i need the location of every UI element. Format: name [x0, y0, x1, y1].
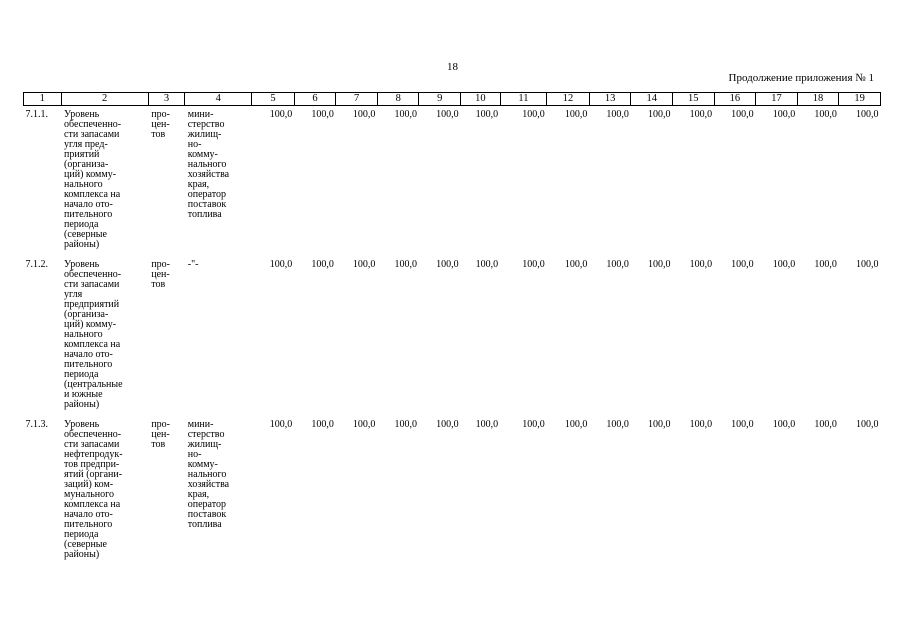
executor: мини- стерство жилищ- но- комму- нального хозяйства края, оператор поставок топлива — [187, 419, 230, 530]
value-cell: 100,0 — [311, 419, 334, 430]
column-header: 11 — [500, 93, 547, 106]
value-cell: 100,0 — [731, 109, 754, 120]
column-header: 2 — [61, 93, 148, 106]
indicator-name: Уровень обеспеченно- сти запасами угля пред- приятий (организа- ций) комму- нального комплекса на начало ото- пительного периода (северные районы) — [64, 109, 122, 250]
value-cell: 100,0 — [475, 259, 499, 270]
table-row — [24, 106, 881, 257]
value-cell: 100,0 — [814, 419, 837, 430]
row-code: 7.1.3. — [25, 419, 48, 430]
value-cell: 100,0 — [648, 419, 671, 430]
column-header: 15 — [673, 93, 715, 106]
value-cell: 100,0 — [522, 259, 545, 270]
column-header: 17 — [756, 93, 798, 106]
value-cell: 100,0 — [394, 109, 417, 120]
value-cell: 100,0 — [564, 109, 588, 120]
table-row — [24, 256, 881, 416]
value-cell: 100,0 — [522, 109, 545, 120]
unit: про- цен- тов — [151, 259, 170, 290]
value-cell: 100,0 — [689, 259, 713, 270]
unit: про- цен- тов — [151, 419, 170, 450]
column-header: 5 — [252, 93, 295, 106]
value-cell: 100,0 — [772, 259, 796, 270]
value-cell: 100,0 — [856, 259, 879, 270]
executor: мини- стерство жилищ- но- комму- нального хозяйства края, оператор поставок топлива — [187, 109, 230, 220]
column-header: 18 — [797, 93, 839, 106]
value-cell: 100,0 — [352, 259, 376, 270]
value-cell: 100,0 — [814, 109, 837, 120]
value-cell: 100,0 — [311, 259, 334, 270]
value-cell: 100,0 — [475, 419, 499, 430]
value-cell: 100,0 — [814, 259, 837, 270]
column-header: 10 — [461, 93, 501, 106]
indicator-name: Уровень обеспеченно- сти запасами угля предприятий (организа- ций) комму- нального комплекса на начало ото- пительного периода (центральные и южные районы) — [64, 259, 123, 410]
value-cell: 100,0 — [648, 259, 671, 270]
indicator-name: Уровень обеспеченно- сти запасами нефтепродук- тов предпри- ятий (органи- заций) ком- мунального комплекса на начало ото- пительного периода (северные районы) — [64, 419, 123, 560]
value-cell: 100,0 — [475, 109, 499, 120]
value-cell: 100,0 — [689, 419, 713, 430]
value-cell: 100,0 — [394, 419, 417, 430]
value-cell: 100,0 — [564, 259, 588, 270]
value-cell: 100,0 — [436, 419, 459, 430]
row-code: 7.1.1. — [25, 109, 48, 120]
value-cell: 100,0 — [352, 419, 376, 430]
column-header: 3 — [148, 93, 185, 106]
value-cell: 100,0 — [856, 109, 879, 120]
appendix-continuation: Продолжение приложения № 1 — [728, 72, 874, 84]
value-cell: 100,0 — [436, 109, 459, 120]
page-number: 18 — [447, 61, 458, 73]
value-cell: 100,0 — [436, 259, 459, 270]
column-header: 9 — [419, 93, 461, 106]
column-header: 7 — [336, 93, 378, 106]
row-code: 7.1.2. — [25, 259, 48, 270]
value-cell: 100,0 — [606, 259, 629, 270]
value-cell: 100,0 — [689, 109, 713, 120]
value-cell: 100,0 — [606, 109, 629, 120]
value-cell: 100,0 — [311, 109, 334, 120]
column-header: 12 — [547, 93, 590, 106]
value-cell: 100,0 — [731, 419, 754, 430]
value-cell: 100,0 — [269, 259, 293, 270]
indicators-table — [23, 92, 881, 566]
value-cell: 100,0 — [772, 109, 796, 120]
value-cell: 100,0 — [606, 419, 629, 430]
column-header: 13 — [589, 93, 631, 106]
column-header: 6 — [294, 93, 336, 106]
column-header: 16 — [714, 93, 756, 106]
value-cell: 100,0 — [564, 419, 588, 430]
unit: про- цен- тов — [151, 109, 170, 140]
column-header: 1 — [24, 93, 62, 106]
value-cell: 100,0 — [269, 419, 293, 430]
value-cell: 100,0 — [522, 419, 545, 430]
value-cell: 100,0 — [856, 419, 879, 430]
column-header: 14 — [631, 93, 673, 106]
value-cell: 100,0 — [352, 109, 376, 120]
value-cell: 100,0 — [269, 109, 293, 120]
column-header: 4 — [185, 93, 252, 106]
column-header: 8 — [377, 93, 419, 106]
table-row — [24, 416, 881, 566]
value-cell: 100,0 — [731, 259, 754, 270]
executor: -"- — [187, 259, 199, 270]
column-header: 19 — [839, 93, 881, 106]
value-cell: 100,0 — [648, 109, 671, 120]
value-cell: 100,0 — [772, 419, 796, 430]
value-cell: 100,0 — [394, 259, 417, 270]
header-row — [24, 93, 881, 106]
